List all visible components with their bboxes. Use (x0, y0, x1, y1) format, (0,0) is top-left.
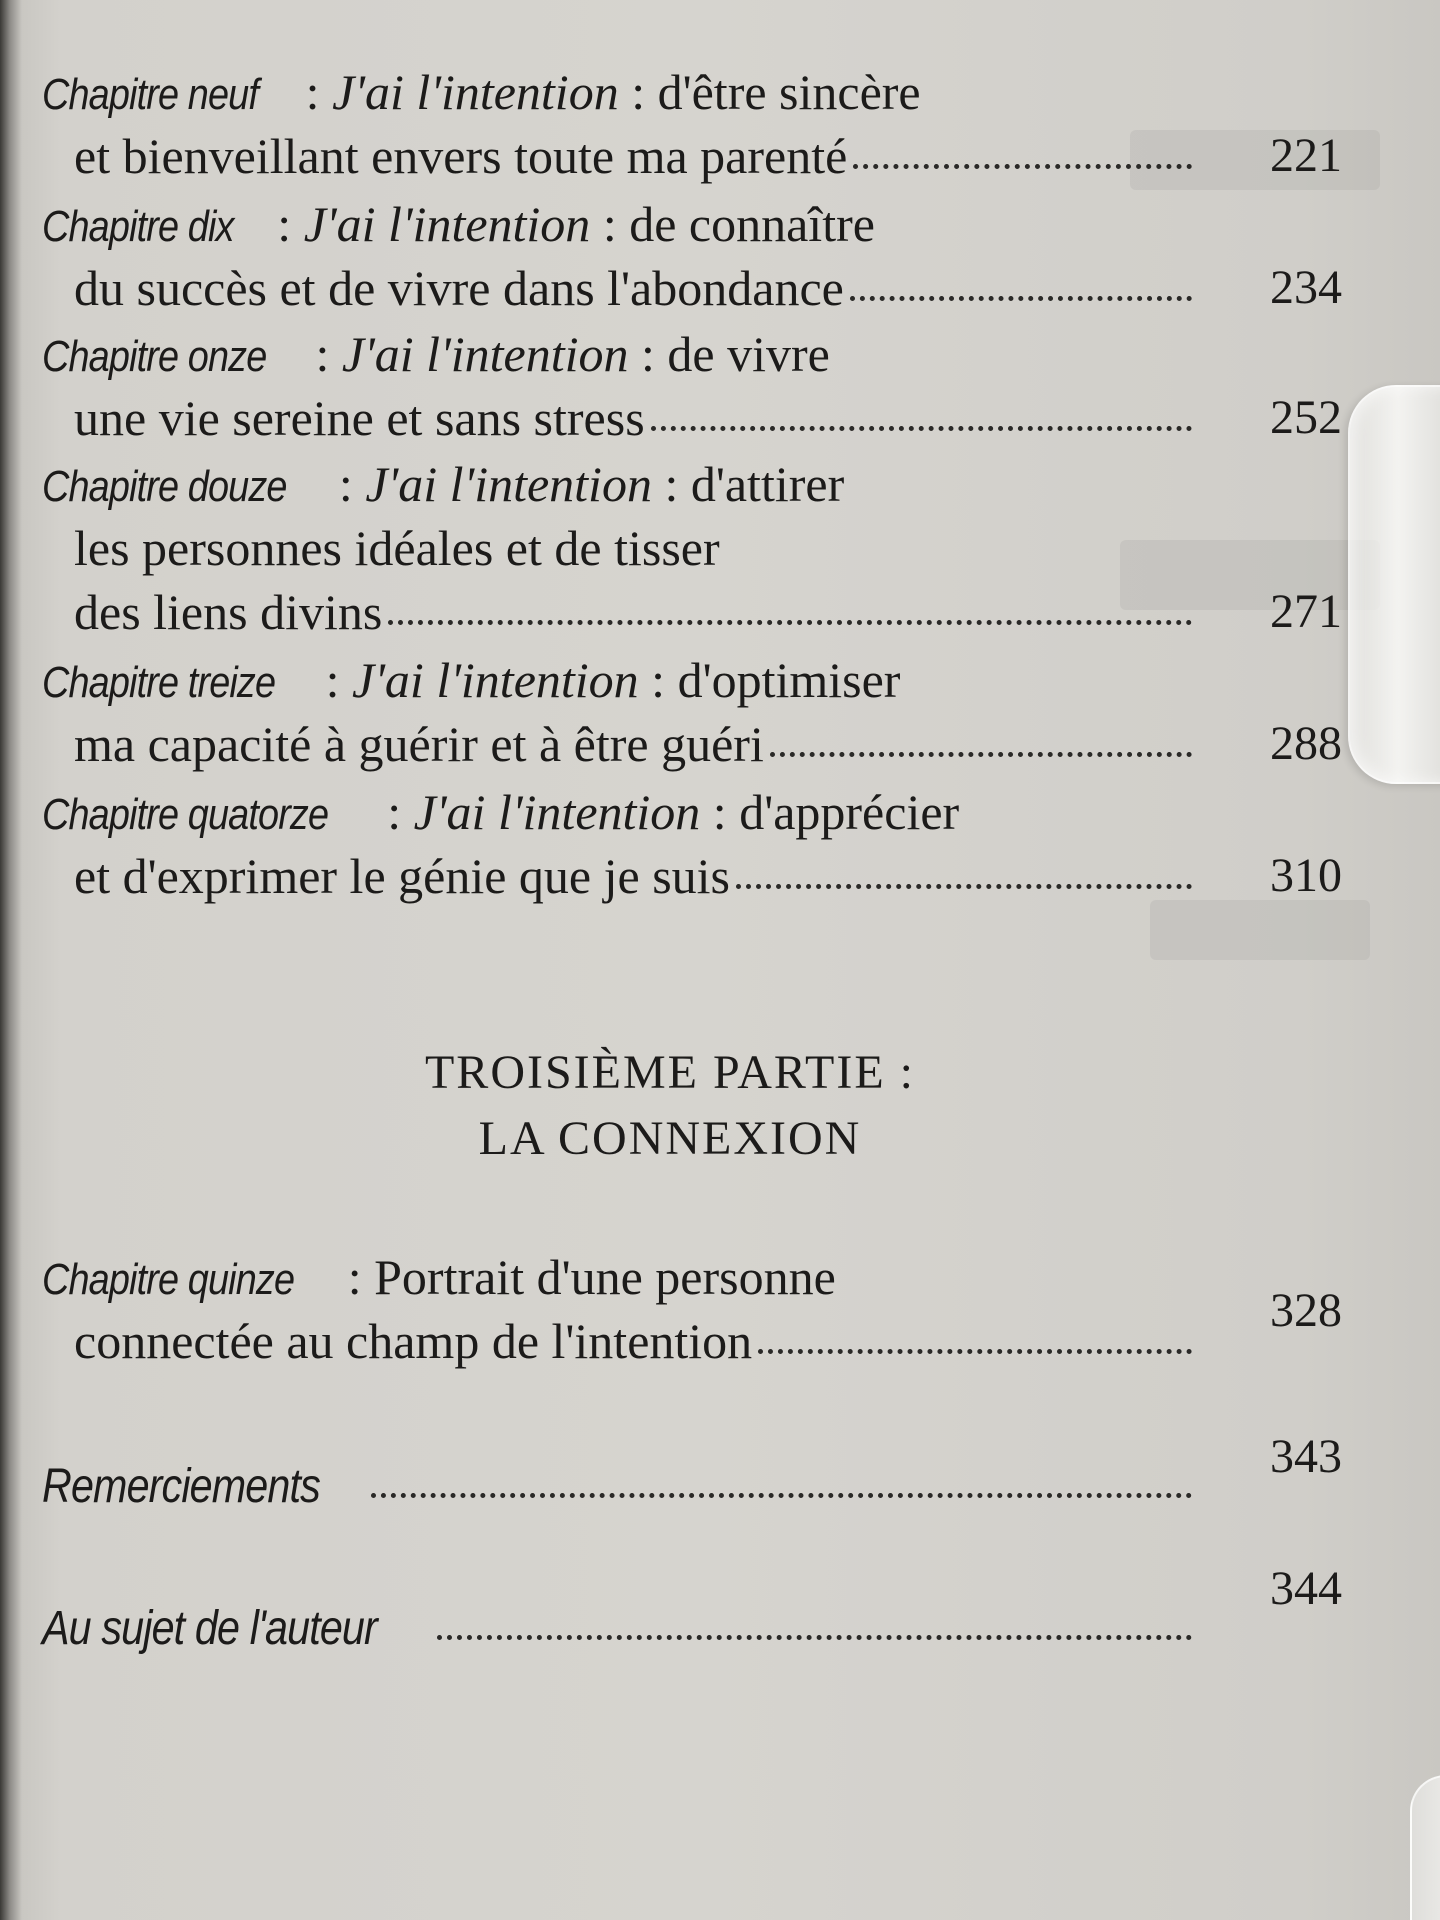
page-number: 344 (1270, 1562, 1342, 1615)
toc-entry-heading: Chapitre neuf : J'ai l'intention : d'être sincère (42, 60, 1342, 124)
part-heading-line-2: LA CONNEXION (478, 1112, 862, 1165)
chapter-label: Chapitre quinze (42, 1255, 295, 1304)
toc-entry-middle-line (42, 516, 1342, 580)
page-number: 252 (1270, 391, 1342, 444)
chapter-title-end: du succès et de vivre dans l'abondance (74, 260, 844, 316)
toc-entry-chapitre-dix[interactable] (42, 192, 1342, 320)
toc-entry-last-line (42, 580, 1342, 644)
toc-entry-heading: Chapitre onze : J'ai l'intention : de vivre (42, 322, 1342, 386)
toc-entry-heading: Chapitre treize : J'ai l'intention : d'optimiser (42, 648, 1342, 712)
toc-entry-au-sujet-de-l-auteur[interactable] (42, 1562, 1342, 1661)
dot-leader (437, 1621, 1192, 1640)
page-number: 343 (1270, 1430, 1342, 1483)
back-matter-label: Au sujet de l'auteur (42, 1602, 377, 1655)
toc-entry-last-line (42, 386, 1342, 450)
dot-leader (371, 1479, 1192, 1498)
chapter-title-end: ma capacité à guérir et à être guéri (74, 716, 764, 772)
page-number: 328 (1270, 1284, 1342, 1337)
toc-entry-chapitre-douze[interactable] (42, 452, 1342, 644)
toc-entry-last-line (42, 124, 1342, 188)
page-number: 221 (1270, 129, 1342, 182)
dot-leader (853, 150, 1192, 169)
toc-entry-last-line (42, 1284, 1342, 1373)
toc-entry-heading: Chapitre quinze : Portrait d'une personne (42, 1245, 1342, 1309)
chapter-title-start: d'être sincère (657, 64, 921, 120)
chapter-title-end: une vie sereine et sans stress (74, 390, 645, 446)
back-matter-label: Remerciements (42, 1460, 320, 1513)
chapter-label: Chapitre onze (42, 332, 267, 381)
chapter-label: Chapitre neuf (42, 70, 259, 119)
page-number: 310 (1270, 849, 1342, 902)
part-heading (120, 1040, 1220, 1172)
page-number: 288 (1270, 717, 1342, 770)
toc-entry-heading: Chapitre quatorze : J'ai l'intention : d'apprécier (42, 780, 1342, 844)
toc-entry-heading: Chapitre douze : J'ai l'intention : d'attirer (42, 452, 1342, 516)
intent-phrase: J'ai l'intention (332, 64, 619, 120)
toc-entry-remerciements[interactable] (42, 1430, 1342, 1519)
intent-phrase: J'ai l'intention (341, 326, 629, 382)
page-number: 234 (1270, 261, 1342, 314)
chapter-title-start: Portrait d'une personne (374, 1249, 836, 1305)
chapter-label: Chapitre quatorze (42, 790, 329, 839)
chapter-title-start: de vivre (667, 326, 830, 382)
dot-leader (758, 1335, 1192, 1354)
chapter-title-middle: les personnes idéales et de tisser (74, 520, 720, 576)
page-number: 271 (1270, 585, 1342, 638)
chapter-title-start: d'apprécier (739, 784, 960, 840)
intent-phrase: J'ai l'intention (303, 196, 591, 252)
toc-entry-last-line (42, 712, 1342, 776)
chapter-title-start: d'attirer (690, 456, 845, 512)
dot-leader (736, 870, 1192, 889)
toc-entry-last-line (42, 844, 1342, 908)
intent-phrase: J'ai l'intention (365, 456, 652, 512)
toc-entry-last-line (42, 256, 1342, 320)
chapter-label: Chapitre dix (42, 202, 234, 251)
toc-entry-chapitre-neuf[interactable] (42, 60, 1342, 188)
dot-leader (850, 282, 1192, 301)
chapter-label: Chapitre treize (42, 658, 276, 707)
dot-leader (770, 738, 1192, 757)
part-heading-line-1: TROISIÈME PARTIE : (424, 1046, 916, 1099)
chapter-title-end: connectée au champ de l'intention (74, 1313, 753, 1369)
intent-phrase: J'ai l'intention (413, 784, 701, 840)
toc-entry-chapitre-quinze[interactable] (42, 1245, 1342, 1373)
dot-leader (651, 412, 1192, 431)
chapter-title-end: et bienveillant envers toute ma parenté (74, 128, 848, 184)
dot-leader (388, 606, 1192, 625)
toc-entry-chapitre-treize[interactable] (42, 648, 1342, 776)
chapter-title-end: des liens divins (74, 584, 383, 640)
toc-entry-chapitre-onze[interactable] (42, 322, 1342, 450)
chapter-title-start: de connaître (629, 196, 875, 252)
chapter-title-end: et d'exprimer le génie que je suis (74, 848, 731, 904)
intent-phrase: J'ai l'intention (352, 652, 639, 708)
chapter-title-start: d'optimiser (677, 652, 901, 708)
toc-entry-heading: Chapitre dix : J'ai l'intention : de connaître (42, 192, 1342, 256)
toc-entry-chapitre-quatorze[interactable] (42, 780, 1342, 908)
chapter-label: Chapitre douze (42, 462, 287, 511)
